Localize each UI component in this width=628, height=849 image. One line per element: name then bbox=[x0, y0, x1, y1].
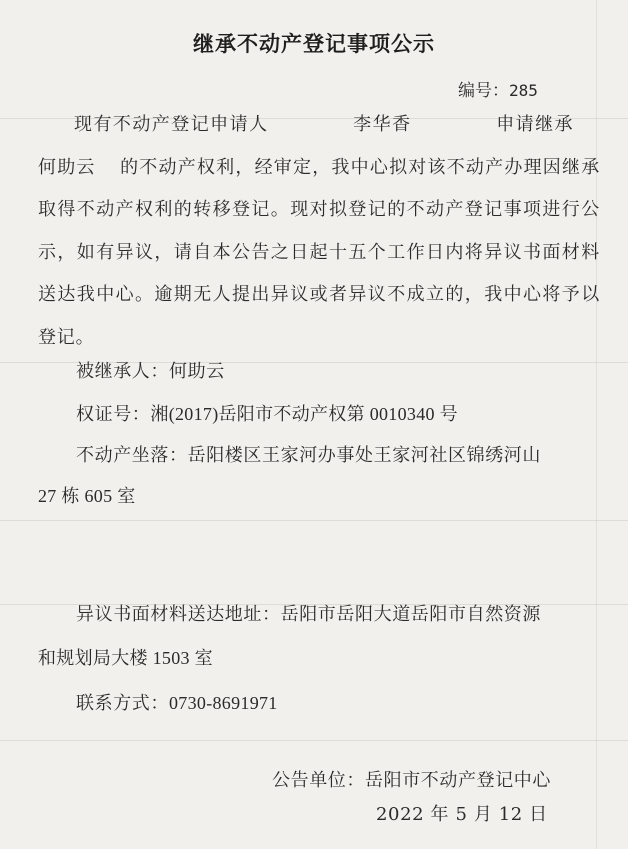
objection-address: 岳阳市岳阳大道岳阳市自然资源 bbox=[280, 604, 542, 625]
contact-phone: 0730-8691971 bbox=[169, 693, 278, 713]
body-intro: 现有不动产登记申请人 bbox=[74, 114, 269, 135]
notice-date: 2022 年 5 月 12 日 bbox=[376, 804, 548, 825]
applicant-name: 李华香 bbox=[352, 114, 412, 135]
objection-row-continued bbox=[38, 644, 213, 670]
decedent-row bbox=[76, 357, 225, 383]
decedent-name: 何助云 bbox=[38, 156, 96, 178]
body-rest: 的不动产权利，经审定，我中心拟对该不动产办理因继承取得不动产权利的转移登记。现对拟登记的不动产登记事项进行公示，如有异议，请自本公告之日起十五个工作日内将异议书面材料送达我中心。逾期无人提出异议或者异议不成立的，我中心将予以登记。 bbox=[38, 156, 601, 348]
contact-row bbox=[76, 689, 278, 715]
background-rule bbox=[0, 520, 628, 521]
notice-number-label: 编号： bbox=[458, 81, 509, 101]
issuer-value: 岳阳市不动产登记中心 bbox=[365, 770, 551, 791]
background-rule bbox=[0, 740, 628, 741]
issuer-row bbox=[272, 766, 551, 792]
certificate-label: 权证号： bbox=[76, 404, 151, 425]
certificate-row bbox=[76, 400, 458, 426]
objection-row bbox=[76, 600, 541, 626]
location-row bbox=[76, 441, 541, 467]
notice-number bbox=[458, 76, 538, 101]
objection-label: 异议书面材料送达地址： bbox=[76, 604, 281, 625]
page-title: 继承不动产登记事项公示 bbox=[193, 32, 435, 56]
decedent-value: 何助云 bbox=[169, 361, 225, 382]
location-row-continued bbox=[38, 482, 136, 508]
body-middle: 申请继承 bbox=[495, 114, 575, 135]
objection-address-continued: 和规划局大楼 1503 室 bbox=[38, 648, 213, 668]
notice-body bbox=[38, 104, 600, 360]
certificate-value: 湘(2017)岳阳市不动产权第 0010340 号 bbox=[150, 404, 458, 424]
location-value-continued: 27 栋 605 室 bbox=[38, 486, 136, 506]
location-label: 不动产坐落： bbox=[76, 445, 188, 466]
contact-label: 联系方式： bbox=[76, 693, 169, 714]
issuer-label: 公告单位： bbox=[272, 770, 365, 791]
notice-number-value: 285 bbox=[509, 81, 538, 100]
location-value: 岳阳楼区王家河办事处王家河社区锦绣河山 bbox=[187, 445, 542, 466]
decedent-label: 被继承人： bbox=[76, 361, 169, 382]
